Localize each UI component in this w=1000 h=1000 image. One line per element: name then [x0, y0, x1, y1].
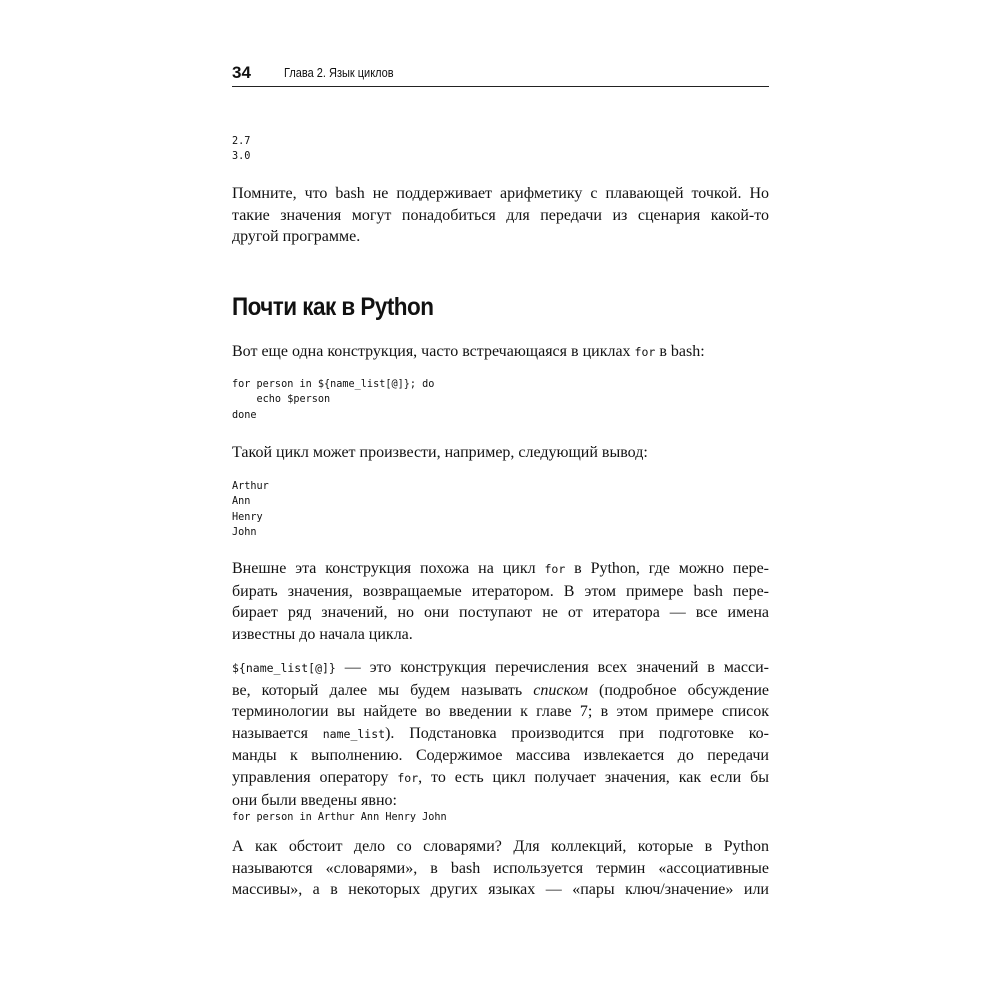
text-line: ${name_list[@]} — это конструкция перечисления всех значений в масси- [232, 659, 769, 676]
section-title: Почти как в Python [232, 293, 434, 321]
text-line: называется name_list). Подстановка производится при подготовке ко- [232, 724, 770, 742]
inline-code: name_list [322, 726, 386, 741]
text-line: Вот еще одна конструкция, часто встречающаяся в циклах for в bash: [232, 343, 705, 360]
page-number: 34 [232, 63, 251, 82]
text-line: они были введены явно: [232, 791, 397, 809]
inline-code: for [544, 562, 566, 576]
paragraph-float-note [232, 183, 769, 248]
text-line: управления оператору for, то есть цикл получает значения, как если бы [232, 768, 770, 786]
text-line: манды к выполнению. Содержимое массива извлекается до передачи [232, 747, 769, 765]
text-line: массивы», а в некоторых других языках — «пары ключ/значение» или [232, 881, 769, 899]
running-header [232, 62, 769, 87]
inline-code: for [397, 770, 419, 785]
text-line: А как обстоит дело со словарями? Для коллекций, которые в Python [232, 838, 769, 855]
inline-code: ${name_list[@]} [232, 661, 336, 675]
italic-term: списком [533, 681, 588, 699]
text-line: другой программе. [232, 228, 361, 246]
code-block-loop: for person in ${name_list[@]}; do echo $person done [232, 379, 435, 421]
text-line: терминологии вы найдете во введении к главе 7; в этом примере список [232, 703, 769, 721]
text-line: называются «словарями», в bash используется термин «ассоциативные [232, 859, 769, 877]
paragraph-output-intro [232, 442, 769, 464]
code-block-values: 2.7 3.0 [232, 136, 251, 163]
text-line: Помните, что bash не поддерживает арифметику с плавающей точкой. Но [232, 185, 769, 202]
text-line: бирать значения, возвращаемые итератором. В этом примере bash пере- [232, 582, 769, 600]
code-block-output: Arthur Ann Henry John [232, 481, 269, 538]
paragraph-python-comparison [232, 558, 769, 645]
paragraph-array-expansion [232, 657, 769, 811]
text-line: Внешне эта конструкция похожа на цикл for в Python, где можно пере- [232, 560, 770, 577]
code-block-explicit: for person in Arthur Ann Henry John [232, 812, 447, 823]
text-line: бирает ряд значений, но они поступают не от итератора — все имена [232, 604, 769, 622]
paragraph-dictionaries [232, 836, 769, 901]
inline-code: for [634, 345, 656, 359]
text-line: известны до начала цикла. [232, 625, 413, 643]
text-line: такие значения могут понадобиться для передачи из сценария какой-то [232, 206, 769, 224]
text-line: Такой цикл может произвести, например, следующий вывод: [232, 444, 648, 461]
chapter-title: Глава 2. Язык циклов [284, 66, 394, 80]
text-line: ве, который далее мы будем называть списком (подробное обсуждение [232, 681, 769, 699]
paragraph-intro [232, 341, 769, 364]
